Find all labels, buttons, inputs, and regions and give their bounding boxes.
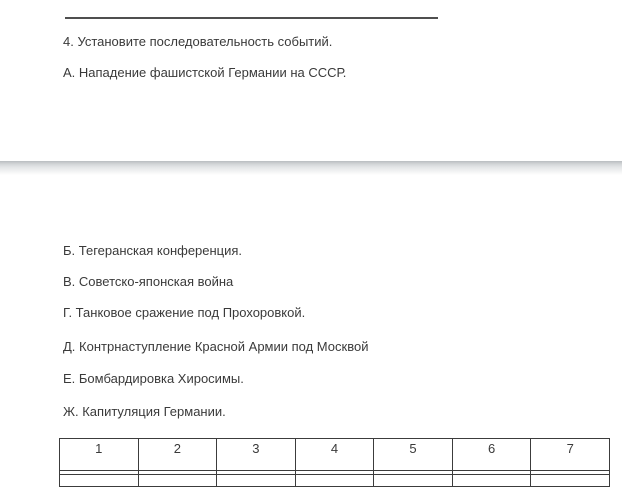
answer-table-header-row bbox=[60, 439, 610, 471]
answer-cell bbox=[374, 475, 453, 487]
answer-table-header-cell: 5 bbox=[374, 439, 453, 471]
event-item-g: Г. Танковое сражение под Прохоровкой. bbox=[63, 305, 306, 320]
event-item-d: Д. Контрнаступление Красной Армии под Москвой bbox=[63, 339, 369, 354]
event-item-b: Б. Тегеранская конференция. bbox=[63, 243, 243, 258]
page-break-separator bbox=[0, 161, 622, 175]
event-item-a: А. Нападение фашистской Германии на СССР. bbox=[63, 65, 347, 80]
answer-cell bbox=[217, 475, 296, 487]
answer-table-header-cell: 2 bbox=[138, 439, 217, 471]
question-4-heading: 4. Установите последовательность событий. bbox=[63, 34, 333, 49]
answer-table-header-cell: 6 bbox=[452, 439, 531, 471]
answer-cell bbox=[60, 475, 139, 487]
answer-table bbox=[59, 438, 610, 487]
answer-blank-line bbox=[65, 17, 438, 19]
answer-table-header-cell: 4 bbox=[295, 439, 374, 471]
event-item-v: В. Советско-японская война bbox=[63, 274, 234, 289]
answer-cell bbox=[531, 475, 610, 487]
answer-table-answer-row bbox=[60, 475, 610, 487]
document-page-1 bbox=[0, 0, 622, 161]
answer-table-header-cell: 3 bbox=[217, 439, 296, 471]
answer-table-header-cell: 1 bbox=[60, 439, 139, 471]
answer-cell bbox=[452, 475, 531, 487]
event-item-e: Е. Бомбардировка Хиросимы. bbox=[63, 371, 244, 386]
answer-table-header-cell: 7 bbox=[531, 439, 610, 471]
answer-cell bbox=[295, 475, 374, 487]
answer-cell bbox=[138, 475, 217, 487]
event-item-zh: Ж. Капитуляция Германии. bbox=[63, 404, 226, 419]
